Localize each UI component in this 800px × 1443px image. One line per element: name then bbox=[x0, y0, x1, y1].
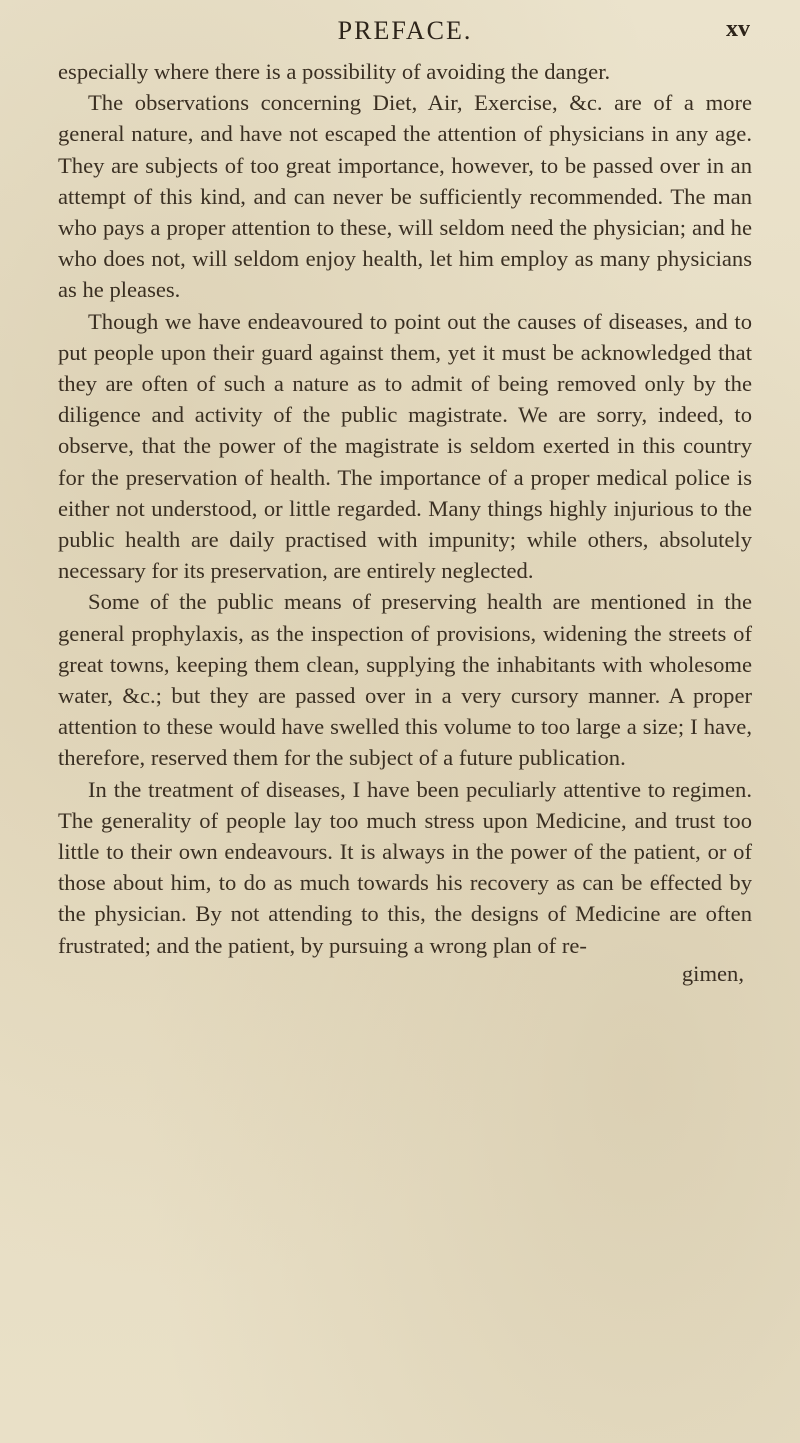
paragraph-causes-of-diseases: Though we have endeavoured to point out the causes of diseases, and to put people upon their guard against them, yet it must be acknowledged that they are often of such a nature as to admit of being removed only by the diligence and activity of the public magistrate. We are sorry, indeed, to observe, that the power of the magistrate is seldom exerted in this country for the preservation of health. The importance of a proper medical police is either not understood, or little regarded. Many things highly injurious to the public health are daily practised with impunity; while others, absolutely necessary for its preservation, are entirely neglected. bbox=[58, 308, 752, 584]
catchword: gimen, bbox=[681, 960, 744, 986]
paragraph-diet-air-exercise: The observations concerning Diet, Air, Exercise, &c. are of a more general nature, and have not escaped the attention of physicians in any age. They are subjects of too great importance, however, to be passed over in an attempt of this kind, and can never be sufficiently recommended. The man who pays a proper attention to these, will seldom need the physician; and he who does not, will seldom enjoy health, let him employ as many physicians as he pleases. bbox=[58, 90, 752, 303]
paragraph-public-means: Some of the public means of preserving health are mentioned in the general prophylaxis, as the inspection of provisions, widening the streets of great towns, keeping them clean, supplying the inhabitants with wholesome water, &c.; but they are passed over in a very cursory manner. A proper attention to these would have swelled this volume to too large a size; I have, therefore, reserved them for the subject of a future publication. bbox=[58, 589, 752, 771]
body-text bbox=[58, 56, 752, 961]
page-header bbox=[58, 12, 752, 56]
page-number: xv bbox=[726, 16, 750, 42]
paragraph-continuation: especially where there is a possibility of avoiding the danger. bbox=[58, 59, 611, 84]
running-head: PREFACE. bbox=[337, 16, 473, 45]
paragraph-treatment: In the treatment of diseases, I have been peculiarly attentive to regimen. The generality of people lay too much stress upon Medicine, and trust too little to their own endeavours. It is always in the power of the patient, or of those about him, to do as much towards his recovery as can be effected by the physician. By not attending to this, the designs of Medicine are often frustrated; and the patient, by pursuing a wrong plan of re- bbox=[58, 776, 752, 958]
